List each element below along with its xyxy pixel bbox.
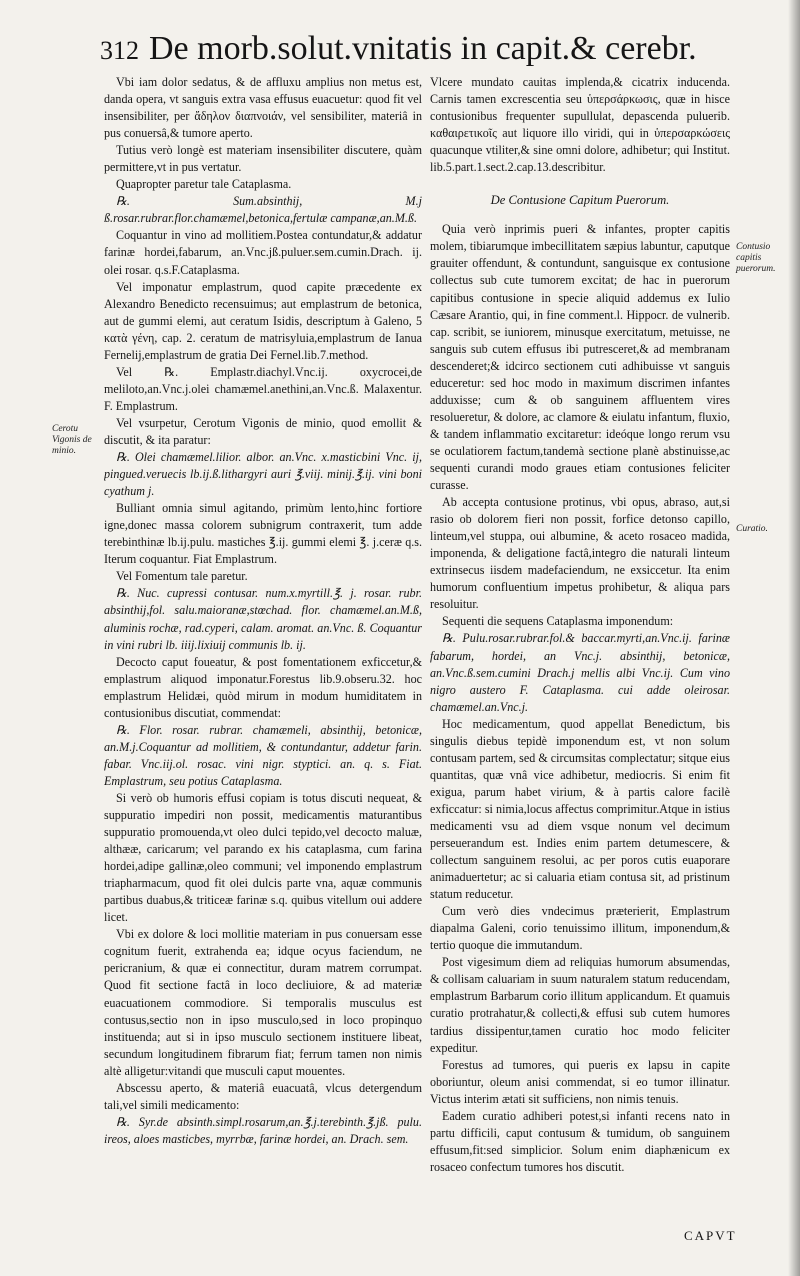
running-title: De morb.solut.vnitatis in capit.& cerebr. (149, 30, 697, 67)
left-column (104, 74, 422, 1214)
recipe: ℞. Flor. rosar. rubrar. chamæmeli, absinthij, betonicæ, an.M.j.Coquantur ad mollitiem, & contundantur, addetur farin. fabar. Vnc.iij.ol. rosac. vini nigr. styptici. an. q. s. Fiat. Emplastrum, seu potius Cataplasma. (104, 722, 422, 788)
paragraph: Si verò ob humoris effusi copiam is totus discuti nequeat, & suppuratio impediri non possit, medicamentis maturantibus suppuratio promouenda,vt oleo dulci tepido,vel decocto maluæ, althææ, caricarum; vel parando ex his cataplasma, cum farina hordei,adipe gallinæ,oleo communi; vel imponendo emplastrum triapharmacum, quod fit olei dulcis parte vna, aquæ communis partibus duabus,& triticeæ farinæ s.q. quibus vitellum oui addere licet. (104, 790, 422, 925)
page-header (100, 30, 790, 78)
paragraph: Abscessu aperto, & materiâ euacuatâ, vlcus detergendum tali,vel simili medicamento: (104, 1080, 422, 1112)
page-number: 312 (100, 36, 139, 65)
right-column (430, 74, 730, 1234)
paragraph: Ab accepta contusione protinus, vbi opus, abraso, aut,si rasio ob dolorem fieri non possit, forfice detonso capillo, linteum,vel stuppa, oui albumine, & aceto rosaceo madida, imponenda, & deligatione factâ,integro die naturali linteum extrinsecus iisdem madefaciendum, ne exsiccetur. Ita enim humorum confluentium impetus prohibetur, & aliqua pars resoluitur. (430, 495, 730, 612)
margin-note-right: Curatio. (736, 524, 768, 534)
recipe: ℞. Nuc. cupressi contusar. num.x.myrtill.℥. j. rosar. rubr. absinthij,fol. salu.maioranæ,stœchad. flor. chamæmel.an.M.ß, aluminis rochæ, rad.cyperi, calam. aromat. an.Vnc. ß. Coquantur in vini rubri lb. iiij.lixiuij communis lb. ij. (104, 586, 422, 652)
paragraph: Quapropter paretur tale Cataplasma. (116, 177, 292, 192)
paragraph: Vel imponatur emplastrum, quod capite præcedente ex Alexandro Benedicto recensuimus; aut emplastrum de betonica, aut de gummi elemi, aut ceratum Isidis, descriptum à Galeno, 5 κατὰ γένη, cap. 2. ceratum de matrisyluia,emplastrum de Ianua Fernelij,emplastrum de gratia Dei Fernel.lib.7.method. (104, 279, 422, 362)
recipe: ℞. Syr.de absinth.simpl.rosarum,an.℥.j.terebinth.℥.jß. pulu. ireos, aloes masticbes, myrrbæ, farinæ hordei, an. Drach. sem. (104, 1114, 422, 1146)
margin-note-left: Cerotu Vigonis de minio. (52, 424, 92, 456)
paragraph: Vel ℞. Emplastr.diachyl.Vnc.ij. oxycrocei,de meliloto,an.Vnc.j.olei chamæmel.anethini,an.Vnc.ß. Malaxentur. F. Emplastrum. (104, 364, 422, 413)
recipe: ℞. Pulu.rosar.rubrar.fol.& baccar.myrti,an.Vnc.ij. farinæ fabarum, hordei, an Vnc.j. absinthij, betonicæ, an.Vnc.ß.sem.cumini Drach.j mellis albi Vnc.ij. Cum vino nigro austero F. Cataplasma. cui adde oleirosar. chamæmel.an.Vnc.j. (430, 631, 730, 714)
paragraph: Tutius verò longè est materiam insensibiliter discutere, quàm permittere,vt in pus vertatur. (104, 143, 422, 175)
paragraph: Eadem curatio adhiberi potest,si infanti recens nato in partu difficili, caput contusum & tumidum, ob sanguinem effusum,fit:sed simplicior. Solum enim diaphænicum ex rosaceo confectum tumores hos discutit. (430, 1108, 730, 1174)
paragraph: Decocto caput foueatur, & post fomentationem exficcetur,& emplastrum aliquod imponatur.Forestus lib.9.obseru.32. hoc emplastrum Helidæi, quòd mirum in modum humiditatem in contusionibus discutiat, commendat: (104, 654, 422, 720)
paragraph: Quia verò inprimis pueri & infantes, propter capitis molem, tibiarumque imbecillitatem sæpius labuntur, caputque grauiter offendunt, & contundunt, sanguisque ex contusione collectus sub cute tumorem excitat; de hac in puerorum capitibus contusione in specie aliquid addemus ex Iulio Cæsare Arantio, qui, in fine comment.l. Hippocr. de vulnerib. cap. scribit, se iuniorem, minusque exercitatum, metuisse, ne sanguis sub cutem effusus ibi putresceret,& ad membranam descenderet;& idcirco sectionem cuti adhibuisse vt sanguis educeretur: sed hoc modo in maximum discrimen infantes adduxisse; cum & ob sanguinem affluentem vires resolueretur, & dolore, ac clamore & eiulatu infantum, fluxio, & tandem inflammatio excitaretur: ideóque longo rerum vsu se oculatiorem factum,tandemà sectione planè abstinuisse,ac sequenti curandi modo graues etiam contusiones feliciter curasse. (430, 222, 730, 493)
paragraph: Hoc medicamentum, quod appellat Benedictum, bis singulis diebus tepidè imponendum est, vt non solum contusam partem, sed & circumsitas complectatur; sitque eius quantitas, quæ vnâ vice adhibetur, mediocris. Si enim fit exigua, parum habet virium, & à partis calore facilè exficcatur: si nimia,locus affectus comprimitur.Atque in istius medicamenti vsu ad diem vsque nonum vel decimum perseuerandum est. Indies enim partem detumescere, & collectum sanguinem resolui, ac per poros cutis euaporare animaduertetur; ac si caluaria etiam contusa sit, ad pristinum statum reducetur. (430, 716, 730, 902)
paragraph: Sequenti die sequens Cataplasma imponendum: (442, 614, 674, 629)
paragraph: Vbi iam dolor sedatus, & de affluxu amplius non metus est, danda opera, vt sanguis extra vasa effusus euacuetur: quod fit vel insensibiliter, per ἄδηλον διαπνοιάν, vel sensibiliter, materiâ in pus conuersâ,& tumore aperto. (104, 75, 422, 141)
paragraph: Post vigesimum diem ad reliquias humorum absumendas, & collisam caluariam in suum naturalem statum reducendam, emplastrum Barbarum corio illitum applicandum. Et quamuis curatio protrahatur,& collecti,& effusi sub cutem humores tardius dissipentur,tamen curatio hoc modo feliciter expeditur. (430, 955, 730, 1055)
paragraph: Vlcere mundato cauitas implenda,& cicatrix inducenda. Carnis tamen excrescentia seu ὑπερσάρκωσις, quæ in hisce contusionibus frequenter supullulat, depascenda puluerib. καθαιρετικοῖς aut liquore illo viridi, qui in ὑπερσαρκώσεις quacunque vtiliter,& sine omni dolore, adhibetur; qui Institut. lib.5.part.1.sect.2.cap.13.describitur. (430, 75, 730, 175)
paragraph: Vbi ex dolore & loci mollitie materiam in pus conuersam esse cognitum fuerit, extrahenda ea; idque ocyus faciendum, ne pericranium, & quæ ei connectitur, duram matrem corrumpat. Quod fit sectione factâ in loco decliuiore, & ad materiæ euacuationem commodiore. Si temporalis musculus est contusus,sectio non in ipso musculo,sed in loco propinquo instituenda; aut si in ipso musculo sectionem instituere libeat, secundum longitudinem fibrarum fiat; ferrum tamen non nimis altè alligetur:vitandi que musculi caput mouentes. (104, 927, 422, 1078)
paragraph: Vel Fomentum tale paretur. (116, 569, 248, 584)
section-heading: De Contusione Capitum Puerorum. (490, 193, 670, 208)
catchword: CAPVT (684, 1228, 737, 1243)
recipe: ℞. Sum.absinthij, M.j ß.rosar.rubrar.flor.chamæmel,betonica,fertulæ campanæ,an.M.ß. (104, 194, 422, 226)
paragraph: Bulliant omnia simul agitando, primùm lento,hinc fortiore igne,donec massa colorem subnigrum contraxerit, tum adde terebinthinæ lb.ij.pulu. mastiches ℥.ij. gummi elemi ℥. j.ceræ q.s. Iterum coquantur. Fiat Emplastrum. (104, 501, 422, 567)
margin-note-right: Contusio capitis puerorum. (736, 242, 776, 274)
recipe: ℞. Olei chamæmel.lilior. albor. an.Vnc. x.masticbini Vnc. ij, pingued.veruecis lb.ij.ß.lithargyri auri ℥.viij. minij.℥.ij. vini boni cyathum j. (104, 450, 422, 499)
paragraph: Forestus ad tumores, qui pueris ex lapsu in capite oboriuntur, oleum anisi commendat, si eo tumor illinatur. Victus interim ætati sit sufficiens, non nimis tenuis. (430, 1057, 730, 1106)
paragraph: Vel vsurpetur, Cerotum Vigonis de minio, quod emollit & discutit, & ita paratur: (104, 415, 422, 447)
paragraph: Cum verò dies vndecimus præterierit, Emplastrum diapalma Galeni, corio tenuissimo illitum, imponendum,& tertio quoque die immutandum. (430, 904, 730, 953)
paragraph: Coquantur in vino ad mollitiem.Postea contundatur,& addatur farinæ hordei,fabarum, an.Vnc.jß.puluer.sem.cumin.Drach. ij. olei rosar. q.s.F.Cataplasma. (104, 228, 422, 277)
page-edge-shadow (788, 0, 800, 1276)
